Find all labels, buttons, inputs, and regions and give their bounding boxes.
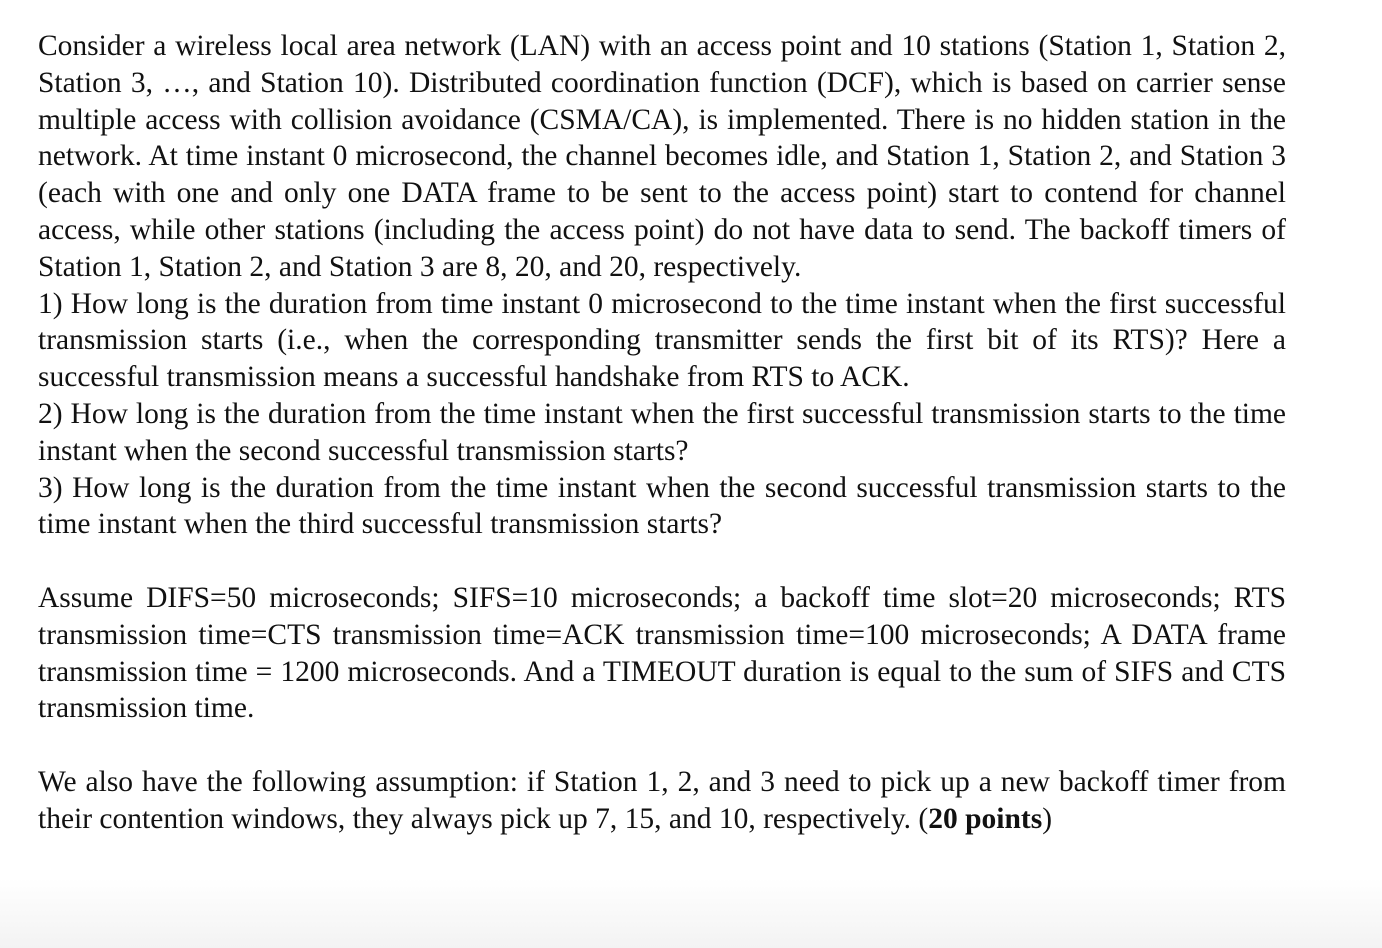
page-bottom-shade [0,878,1382,948]
question-1: 1) How long is the duration from time instant 0 microsecond to the time instant when the first successful transmission starts (i.e., when the corresponding transmitter sends the first bit of its RTS)? Here a successful transmission means a successful handshake from RTS to ACK. [38,287,1286,394]
question-3: 3) How long is the duration from the time instant when the second successful transmission starts to the time instant when the third successful transmission starts? [38,471,1286,541]
final-assumption-paragraph [38,764,1286,838]
assumptions-paragraph: Assume DIFS=50 microseconds; SIFS=10 microseconds; a backoff time slot=20 microseconds; RTS transmission time=CTS transmission time=ACK transmission time=100 microseconds; A DATA frame transmission time = 1200 microseconds. And a TIMEOUT duration is equal to the sum of SIFS and CTS transmission time. [38,581,1286,725]
problem-document [38,28,1286,838]
final-assumption-text: We also have the following assumption: if Station 1, 2, and 3 need to pick up a new backoff timer from their contention windows, they always pick up 7, 15, and 10, respectively. ( [38,765,1286,835]
question-2: 2) How long is the duration from the time instant when the first successful transmission starts to the time instant when the second successful transmission starts? [38,397,1286,467]
intro-paragraph: Consider a wireless local area network (LAN) with an access point and 10 stations (Station 1, Station 2, Station 3, …, and Station 10). Distributed coordination function (DCF), which is based on carrier sense multiple access with collision avoidance (CSMA/CA), is implemented. There is no hidden station in the network. At time instant 0 microsecond, the channel becomes idle, and Station 1, Station 2, and Station 3 (each with one and only one DATA frame to be sent to the access point) start to contend for channel access, while other stations (including the access point) do not have data to send. The backoff timers of Station 1, Station 2, and Station 3 are 8, 20, and 20, respectively. [38,30,1286,283]
paragraph-gap [38,727,1286,764]
paragraph-gap [38,543,1286,580]
points-label: 20 points [928,802,1043,835]
closing-parenthesis: ) [1042,802,1053,835]
